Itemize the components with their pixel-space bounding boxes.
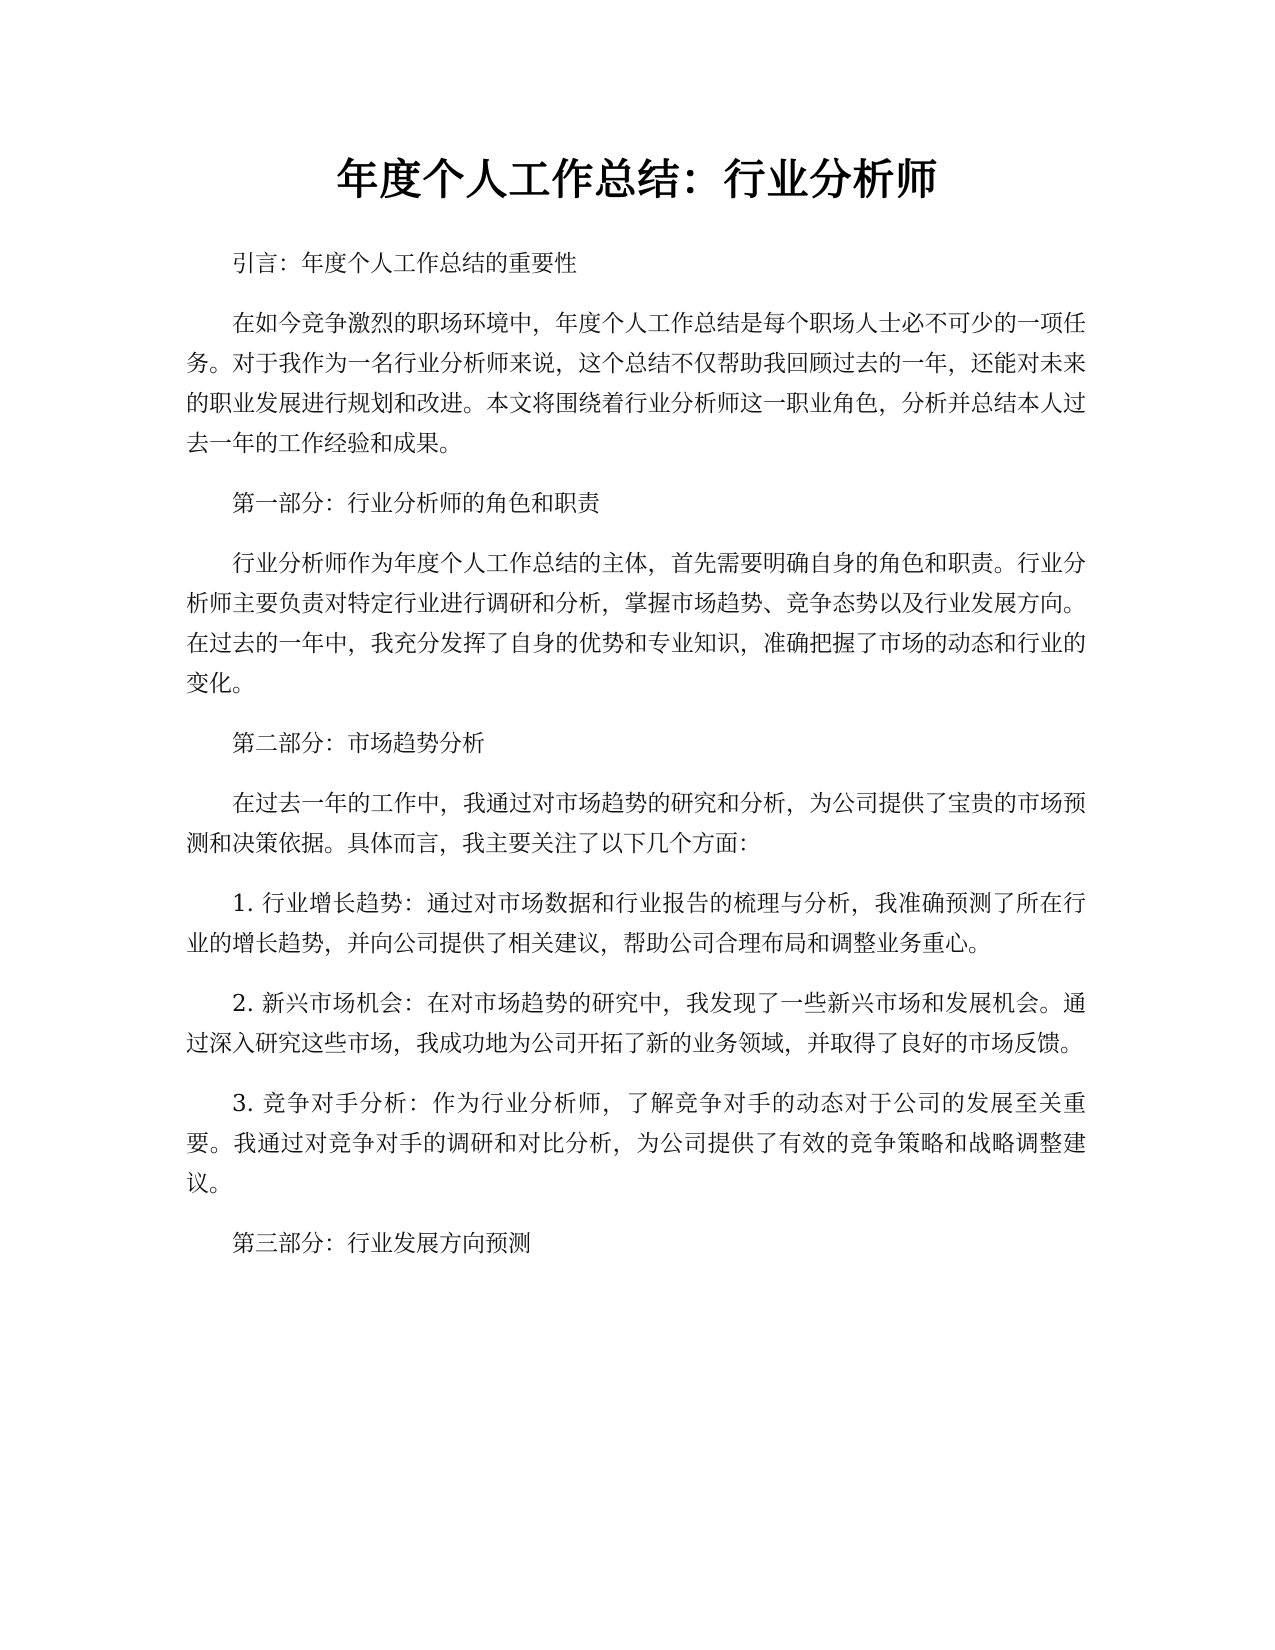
part2-paragraph: 在过去一年的工作中，我通过对市场趋势的研究和分析，为公司提供了宝贵的市场预测和决策依据。具体而言，我主要关注了以下几个方面： — [186, 791, 1086, 857]
list-item-emerging-markets: 2. 新兴市场机会：在对市场趋势的研究中，我发现了一些新兴市场和发展机会。通过深入研究这些市场，我成功地为公司开拓了新的业务领域，并取得了良好的市场反馈。 — [186, 991, 1086, 1057]
document-body — [186, 244, 1086, 1284]
intro-heading: 引言：年度个人工作总结的重要性 — [232, 251, 577, 277]
part1-heading: 第一部分：行业分析师的角色和职责 — [232, 491, 600, 517]
part2-heading: 第二部分：市场趋势分析 — [232, 731, 485, 757]
intro-paragraph: 在如今竞争激烈的职场环境中，年度个人工作总结是每个职场人士必不可少的一项任务。对于我作为一名行业分析师来说，这个总结不仅帮助我回顾过去的一年，还能对未来的职业发展进行规划和改进。本文将围绕着行业分析师这一职业角色，分析并总结本人过去一年的工作经验和成果。 — [186, 311, 1086, 457]
document-title: 年度个人工作总结：行业分析师 — [336, 155, 939, 204]
part1-paragraph: 行业分析师作为年度个人工作总结的主体，首先需要明确自身的角色和职责。行业分析师主要负责对特定行业进行调研和分析，掌握市场趋势、竞争态势以及行业发展方向。在过去的一年中，我充分发挥了自身的优势和专业知识，准确把握了市场的动态和行业的变化。 — [186, 551, 1086, 697]
list-item-growth-trend: 1. 行业增长趋势：通过对市场数据和行业报告的梳理与分析，我准确预测了所在行业的增长趋势，并向公司提供了相关建议，帮助公司合理布局和调整业务重心。 — [186, 891, 1086, 957]
part3-heading: 第三部分：行业发展方向预测 — [232, 1231, 531, 1257]
list-item-competitor-analysis: 3. 竞争对手分析：作为行业分析师，了解竞争对手的动态对于公司的发展至关重要。我通过对竞争对手的调研和对比分析，为公司提供了有效的竞争策略和战略调整建议。 — [186, 1091, 1086, 1197]
